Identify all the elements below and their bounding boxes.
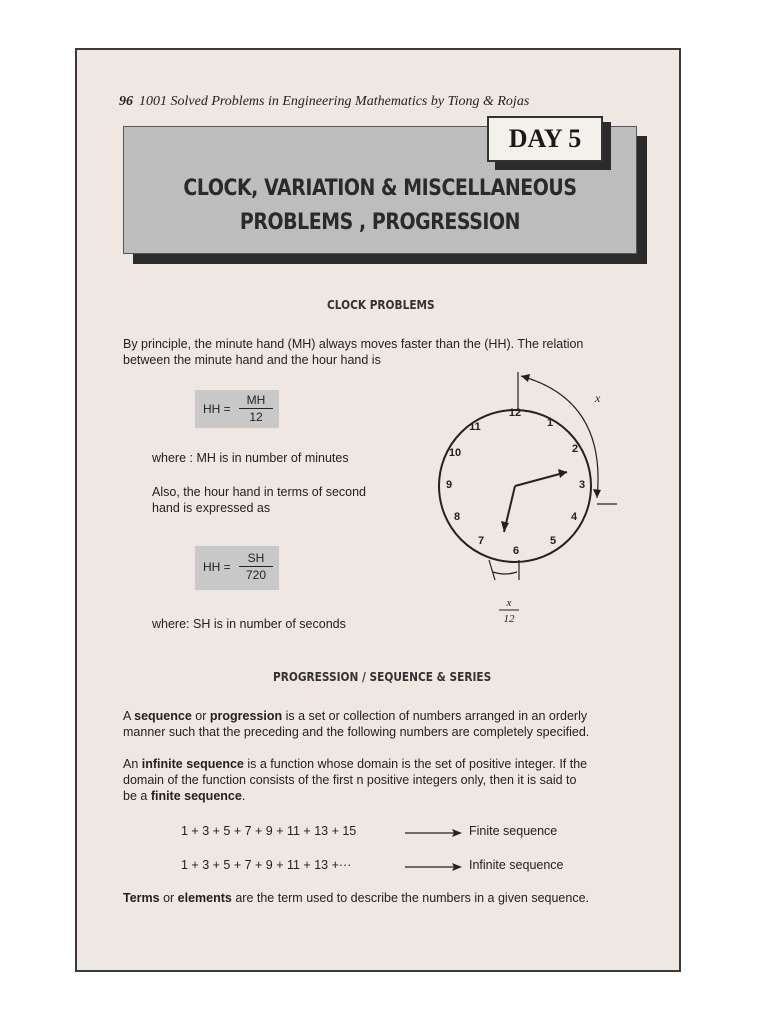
numeral-10: 10 [448,447,462,459]
infinite-def-line1 [123,756,587,772]
term-sequence: sequence [134,709,192,723]
formula2-fraction [239,550,273,583]
hour-hand-arrowhead [558,469,567,478]
p1-or: or [191,709,210,723]
running-header [119,94,529,110]
p2-rest: is a function whose domain is the set of positive integer. If the [243,757,588,771]
finite-arrow-icon [405,828,463,838]
frac-x-denominator: 12 [503,613,515,625]
book-page [75,48,681,972]
formula2-denominator: 720 [245,568,267,582]
chapter-title [159,172,601,240]
formula2-numerator: SH [239,550,273,567]
also-note [152,484,366,516]
arc-end-arrowhead [593,489,601,498]
infinite-def-line2: domain of the function consists of the first n positive integers only, then it is said to [123,773,577,787]
infinite-sequence-definition [123,756,587,804]
also-note-line1: Also, the hour hand in terms of second [152,485,367,499]
day-label: DAY 5 [487,116,603,162]
frac-x-numerator: x [506,597,512,609]
term-progression: progression [209,709,283,723]
also-note-line2: hand is expressed as [152,501,271,515]
page-number: 96 [119,94,133,109]
p2-an: An [123,757,142,771]
progression-heading: PROGRESSION / SEQUENCE & SERIES [273,670,492,684]
clock-problems-heading: CLOCK PROBLEMS [327,298,435,312]
numeral-5: 5 [549,535,557,547]
numeral-3: 3 [578,479,586,491]
finite-sequence-label: Finite sequence [469,824,558,838]
numeral-1: 1 [546,417,554,429]
numeral-12: 12 [508,407,522,419]
finite-sequence-expr: 1 + 3 + 5 + 7 + 9 + 11 + 13 + 15 [181,824,357,838]
formula1-fraction [239,392,273,425]
numeral-4: 4 [570,511,578,523]
numeral-6: 6 [512,545,520,557]
angle-x-arc [521,376,598,498]
p3-rest: are the term used to describe the numbers in a given sequence. [231,891,590,905]
x-label: x [595,391,601,405]
book-title: 1001 Solved Problems in Engineering Mathematics by Tiong & Rojas [139,94,530,109]
chapter-title-line1: CLOCK, VARIATION & MISCELLANEOUS [183,176,577,201]
p1-a: A [123,709,135,723]
infinite-sequence-expr: 1 + 3 + 5 + 7 + 9 + 11 + 13 +··· [181,858,352,872]
formula1-denominator: 12 [249,410,263,424]
term-infinite-sequence: infinite sequence [141,757,244,771]
infinite-arrow-icon [405,862,463,872]
clock-intro-line1: By principle, the minute hand (MH) always moves faster than the (HH). The relation [123,337,584,351]
numeral-2: 2 [571,443,579,455]
clock-intro-line2: between the minute hand and the hour hand is [123,353,381,367]
small-angle-arc [493,572,517,574]
term-terms: Terms [123,891,160,905]
sequence-def-line2: manner such that the preceding and the following numbers are completely specified. [123,725,590,739]
infinite-sequence-label: Infinite sequence [469,858,564,872]
term-elements: elements [177,891,232,905]
sequence-definition [123,708,589,740]
terms-definition [123,890,589,906]
formula-hh-sh [195,546,279,590]
formula1-lhs: HH = [203,402,231,416]
formula-hh-mh [195,390,279,428]
term-finite-sequence: finite sequence [150,789,242,803]
formula2-lhs: HH = [203,560,231,574]
clock-diagram [417,358,637,628]
numeral-11: 11 [469,421,481,433]
arc-start-arrowhead [521,374,530,382]
numeral-8: 8 [453,511,461,523]
p1-rest: is a set or collection of numbers arranged in an orderly [282,709,588,723]
sequence-def-line1 [123,708,589,724]
numeral-9: 9 [445,479,453,491]
numeral-7: 7 [477,535,485,547]
chapter-title-line2: PROBLEMS , PROGRESSION [239,210,521,235]
p2-line3-post: . [241,789,246,803]
infinite-def-line3 [123,788,587,804]
where-sh-note: where: SH is in number of seconds [152,617,346,631]
p3-or: or [159,891,178,905]
angle-marker-line [489,560,495,580]
p2-line3-pre: be a [123,789,151,803]
where-mh-note: where : MH is in number of minutes [152,451,349,465]
formula1-numerator: MH [239,392,273,409]
